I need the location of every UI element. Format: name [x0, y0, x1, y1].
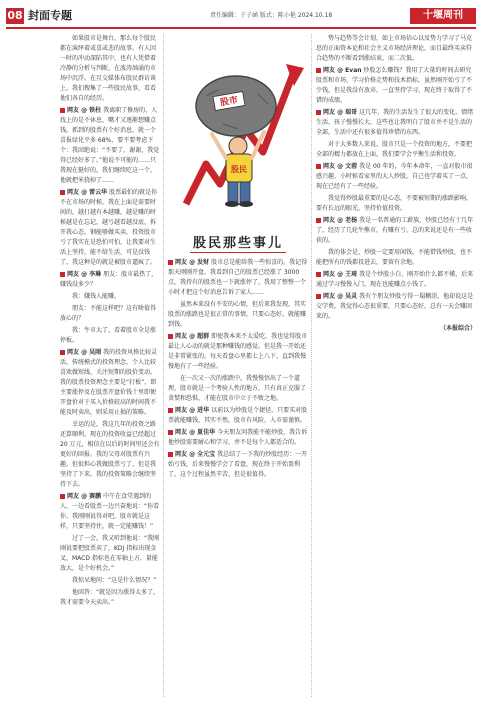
bullet-square-icon	[168, 452, 173, 457]
post-text: 我是一名普通的工薪族，炒股已经有十几年了，经历了几轮牛熊市，有赚有亏，总的来说还是有一些收获的。	[316, 217, 474, 244]
person-head	[229, 137, 247, 155]
post-text: 即使我本来不太爱吃，我也觉得股市最让人心动的就是那种赚钱的感觉。但是我一开始还是非常紧张的，每天看盘心里都七上八下，直到我慢慢地有了一些经验。	[168, 333, 308, 370]
post-text: 股票最怕的就是你不在市场的时候，我在上面是需要时间的，越打越有本越赚，越是赚的时候越是在忘记，越亏越看越没底，拆开我心态，钢能够做买卖，投资股市亏了我实在是恐怕可怕，让我要对生活上坚持，能不给生活，可是没钱了，我这种是的就是被股市逼疯了。	[60, 189, 158, 266]
netizen-name: 网友 @ 老杨	[323, 217, 358, 224]
article-headline: 股民那些事儿	[192, 236, 283, 251]
stock-burden-illustration	[168, 34, 308, 226]
body-paragraph: 对于大多数人来说，股市只是一个投资的地方，不要把全部的精力都放在上面，我们要学会平衡生活和投资。	[316, 141, 473, 158]
netizen-name: 网友 @ 全元宝	[175, 451, 216, 458]
netizen-post	[168, 332, 308, 372]
netizen-name: 网友 @ 雷云华	[67, 189, 108, 196]
bullet-square-icon	[60, 108, 65, 113]
netizen-name: 网友 @ 铁柱	[67, 107, 102, 114]
text-column-3	[316, 34, 476, 697]
netizen-name: 网友 @ 李琳	[67, 271, 102, 278]
body-paragraph: 过了一会，我又听到他说：“我刚刚说要把股票卖了，KDJ 指标出现金叉，MACD 指标也在零轴上方，量能放大，是个好机会。”	[60, 535, 160, 572]
person-right-leg	[240, 182, 250, 202]
bullet-square-icon	[316, 68, 321, 73]
post-text: 今天朋友问我能不能炒股，我告诉他炒股需要耐心和学习，并不是每个人都适合的。	[168, 429, 308, 446]
post-text: 中午在食堂遇到的人，一边看股票一边兴奋地说：“你看你、我刚刚说得对吧，股市就是这样，只要坚持住，就一定能赚钱！”	[60, 493, 160, 530]
netizen-post	[316, 162, 476, 192]
text-column-1	[60, 34, 160, 697]
netizen-post	[316, 270, 476, 290]
netizen-name: 网友 @ 进华	[175, 407, 210, 414]
editor-credits: 责任编辑：于子涵 版式：陈小艳 2024.10.18	[210, 12, 333, 19]
netizen-post	[60, 270, 160, 290]
body-paragraph: 我惊呆地问：“这是什么情况？”	[72, 577, 157, 584]
page-number: 08	[7, 9, 23, 22]
bullet-square-icon	[60, 272, 65, 277]
person-left-arm	[212, 134, 226, 158]
netizen-post	[60, 348, 160, 418]
post-text: 股市总是能给我一些惊喜的。我记得那天刚刚开盘，我看到自己的股票已经涨了 3000 点，我持有的股票也一下就涨停了，我用了整整一个小时才把这个好消息告诉了家人……	[168, 259, 308, 296]
bullet-square-icon	[316, 294, 321, 299]
netizen-name: 网友 @ 夏佳华	[175, 429, 216, 436]
body-paragraph: 我：牛市大了，看着股市全是涨停板。	[60, 327, 157, 344]
source-note: （本报综合）	[439, 325, 476, 332]
bullet-square-icon	[168, 430, 173, 435]
body-paragraph: 幸运的是，我这几年的投资之路还算顺利，现在的投资收益已经超过 20 万元，相信在以后的时间里还会有更好的回报。我的父母对股票有兴趣，但很担心我做股票亏了，但是我坚持了下来，我的投资策略会继续坚持下去。	[60, 421, 160, 488]
netizen-name: 网友 @ 吴刚	[67, 349, 102, 356]
section-title: 封面专题	[28, 9, 72, 22]
body-paragraph: 我：嫌钱人能赚。	[72, 293, 121, 300]
netizen-post	[168, 450, 308, 480]
bullet-square-icon	[60, 494, 65, 499]
netizen-post	[60, 106, 160, 186]
netizen-name: 网友 @ 超群	[175, 333, 210, 340]
netizen-post	[168, 406, 308, 426]
bullet-square-icon	[316, 272, 321, 277]
bullet-square-icon	[316, 164, 321, 169]
body-paragraph: 他回答：“就是因为涨得太多了，我才需要今天卖出。”	[60, 589, 160, 606]
newspaper-brand: 十堰周刊	[410, 8, 476, 24]
person-left-leg	[228, 182, 238, 202]
post-text: 我离职了修房的、人找上的是不休息，嘴才又逐渐想赚点钱。抓到的股票有个好消息，就一个喜报绿化平多 68%，要不要考虑下个：我回绝说：“不要了，谢谢，我觉得已经好多了。”他说不可能的……只我现在挺好的，我们继续吃这一个，他就把米挠掉了……	[60, 107, 160, 184]
bullet-square-icon	[168, 260, 173, 265]
netizen-name: 网友 @ 赛鹏	[67, 493, 102, 500]
netizen-name: 网友 @ 发财	[175, 259, 210, 266]
netizen-post	[60, 188, 160, 268]
post-text: 我的投资风格比较灵活，传统模式的投资理念，个人比较喜欢做短线，关注短期的股价变动。我的股票投资理念主要是“打板”，即主要涨停及在股票开盘价钱十里即便开盘价对于买入价格较高的时间我不能及时卖出，则采用止损的策略。	[60, 349, 158, 416]
bullet-square-icon	[60, 350, 65, 355]
post-text: 我是 00 年的，今年本命年，一直对股市很感兴趣，小时候看家里的大人炒股，自己也学着买了一点，现在已经有了一些经验。	[316, 163, 473, 190]
netizen-post	[168, 258, 308, 298]
body-paragraph: 朋友：不能这样吧？这有啥值得放心的？	[60, 305, 157, 322]
header-rule	[6, 27, 476, 29]
bullet-square-icon	[168, 408, 173, 413]
person-left-shoe	[225, 201, 239, 207]
post-text: 我有个朋友炒股亏得一塌糊涂，他却说这是交学费，我觉得心态很重要，只要心态好，总有一天会赚回来的。	[316, 293, 474, 320]
body-paragraph: 在一次又一次的涨跌中，我慢慢悟出了一个道理，股市就是一个考验人性的地方，只有真正克服了贪婪和恐惧，才能在股市中立于不败之地。	[168, 375, 307, 402]
page-header	[0, 0, 483, 32]
shirt-text: 股民	[231, 165, 247, 174]
column-divider	[311, 34, 312, 697]
body-paragraph: 虽然本来没有不安的心情，但后来我发现，其实股票的涨跌也是很正常的事情，只要心态好，就能赚到钱。	[168, 301, 307, 328]
bullet-square-icon	[316, 110, 321, 115]
post-text: 这几年，我的生活发生了很大的变化，情绪生活，孩子慢慢长大，这些也让我明白了股市并不是生活的全部，生活中还有很多值得珍惜的东西。	[316, 109, 474, 136]
person-right-shoe	[239, 201, 253, 207]
netizen-post	[316, 66, 476, 106]
post-text: 以前以为炒股是个捷径，只要买对股票就能赚钱，其实不然，股市有风险，入市需谨慎。	[168, 407, 308, 424]
netizen-post	[316, 292, 476, 322]
sign-text: 股市	[219, 95, 239, 109]
post-text: 我总结了一下我的炒股经历：一开始亏钱，后来慢慢学会了看盘，现在终于开始盈利了，这个过程虽然辛苦，但是很值得。	[168, 451, 308, 478]
post-text: 朋友：股市最热了，嫌钱没多少？	[60, 271, 158, 288]
netizen-name: 网友 @ 瑞哥	[323, 109, 358, 116]
netizen-post	[60, 492, 160, 532]
body-paragraph: 我的体会是，炒股一定要用闲钱，不能借钱炒股，也不能把所有的钱都投进去，要留有余地。	[316, 249, 473, 266]
netizen-name: 网友 @ 吴灵	[323, 293, 358, 300]
headline-rule	[190, 252, 286, 253]
post-text: 炒股怎么赚钱？我用了大量的时间去研究股票和市场，学习价格走势和技术指标，虽然刚开始亏了不少钱，但是我没有放弃，一直坚持学习，现在终于取得了不错的成绩。	[316, 67, 473, 104]
intro-paragraph: 如果股市是舞台，那么每个股民都在演绎着或喜或悲的故事。有人因一时的冲动深陷其中，也有人凭借着冷静的分析与判断，在波涛汹涌的市场中沉浮。在互交媒体布股民群访谈上，我们搜集了一些股民故事，看看他们各自的经历。	[60, 35, 157, 102]
post-text: 我是个炒股小白，刚开始什么都不懂，后来通过学习慢慢入门，现在也能赚点小钱了。	[316, 271, 474, 288]
body-paragraph: 我觉得炒股最重要的是心态，不要被短期的涨跌影响，要有长远的眼光，坚持价值投资。	[316, 195, 473, 212]
netizen-post	[168, 428, 308, 448]
netizen-name: 网友 @ 文蓉	[323, 163, 358, 170]
netizen-post	[316, 108, 476, 138]
bullet-square-icon	[168, 334, 173, 339]
netizen-name: 网友 @ Evan	[323, 67, 362, 74]
netizen-name: 网友 @ 王琦	[323, 271, 358, 278]
bullet-square-icon	[316, 218, 321, 223]
netizen-post	[316, 216, 476, 246]
bullet-square-icon	[60, 190, 65, 195]
text-column-2	[168, 258, 308, 697]
column-divider	[163, 34, 164, 697]
body-paragraph: 势与趋势等会计划，如上市场信心以及势力学习了马克思的正面资本论和社会主义市场经济理论，而且最终买卖符合趋势的不断看到涨结束，而二次低。	[316, 35, 473, 62]
